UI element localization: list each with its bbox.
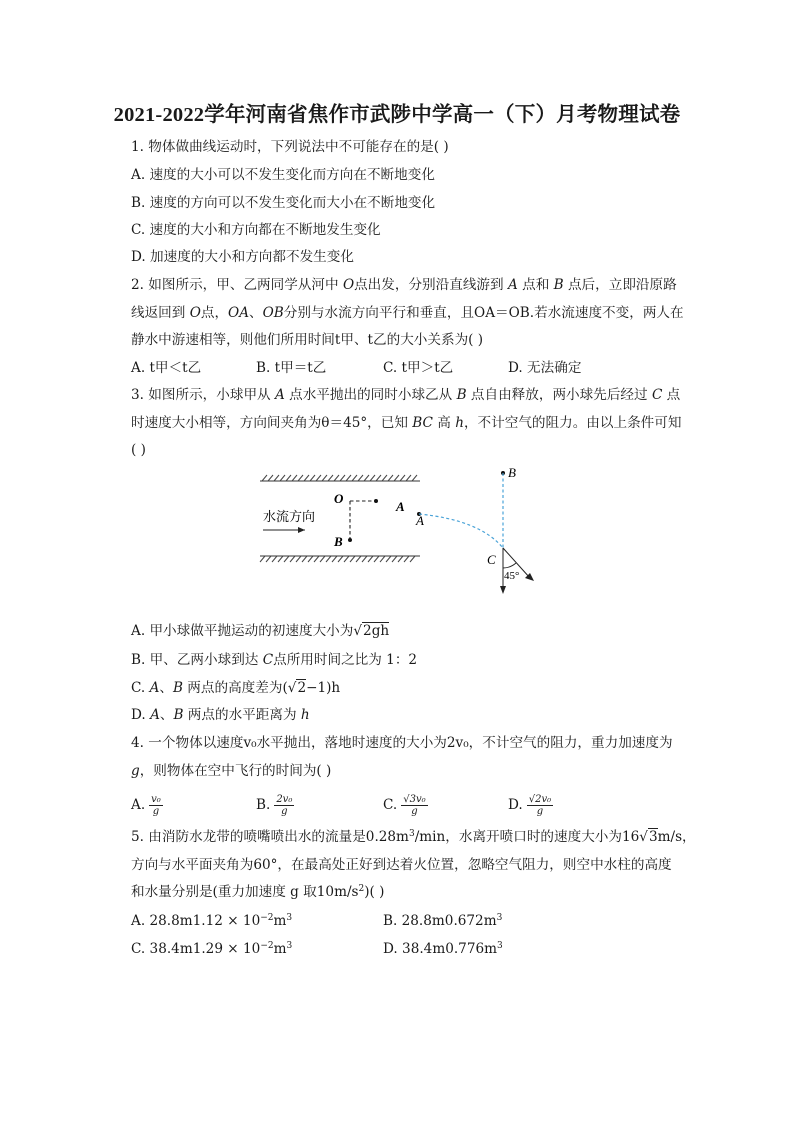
superscript: −2 xyxy=(260,913,274,923)
q2-option-d: D. 无法确定 xyxy=(508,360,582,376)
q3-stem-line3: ( ) xyxy=(131,442,146,458)
velocity-b-arrow-icon xyxy=(500,586,506,594)
projectile-path xyxy=(419,514,503,548)
superscript: 3 xyxy=(286,913,293,923)
q4-gravity-g: g xyxy=(131,763,140,779)
q4-option-letter: A. xyxy=(131,797,146,813)
q3-option-d xyxy=(131,706,310,724)
q1-stem: 1. 物体做曲线运动时，下列说法中不可能存在的是( ) xyxy=(131,139,449,155)
projectile-diagram xyxy=(410,462,550,600)
q5-option-text: B. 28.8m0.672m xyxy=(383,913,497,929)
q3-option-c-radicand: 2 xyxy=(297,680,307,696)
q3-text: 高 xyxy=(432,415,456,431)
q2-text: 线返回到 xyxy=(131,305,190,321)
label-a: A xyxy=(396,499,405,514)
q3-option-d-text: 两点的水平距离为 xyxy=(183,707,301,723)
q5-text: 和水量分别是(重力加速度 g 取10m/s xyxy=(131,884,359,900)
page-title: 2021-2022学年河南省焦作市武陟中学高一（下）月考物理试卷 xyxy=(113,104,681,126)
q5-option-text: A. 28.8m1.12 × 10 xyxy=(131,913,261,929)
q1-option-c: C. 速度的大小和方向都在不断地发生变化 xyxy=(131,222,381,238)
q4-option-letter: B. xyxy=(256,797,271,813)
q5-stem-line1 xyxy=(131,828,696,846)
q5-text: 5. 由消防水龙带的喷嘴喷出水的流量是0.28m xyxy=(131,829,409,845)
q5-stem-line3 xyxy=(131,883,384,901)
superscript: 3 xyxy=(497,941,503,951)
q3-option-d-text: D. xyxy=(131,707,151,723)
q2-segment-ob: OB xyxy=(262,305,284,321)
fraction-numerator: 2v₀ xyxy=(276,794,293,805)
q2-point-o: O xyxy=(189,305,201,321)
q1-option-a: A. 速度的大小可以不发生变化而方向在不断地变化 xyxy=(131,167,435,183)
q4-stem-line1: 4. 一个物体以速度v₀水平抛出，落地时速度的大小为2v₀，不计空气的阻力，重力加速度为 xyxy=(131,735,673,751)
q3-stem-line2 xyxy=(131,414,681,432)
q2-point-b: B xyxy=(553,277,564,293)
q5-option-text: m xyxy=(273,913,287,929)
flow-arrow-icon xyxy=(298,527,305,533)
fraction xyxy=(274,794,294,817)
q3-point-c: C xyxy=(262,652,274,668)
q3-point-b: B xyxy=(172,680,183,696)
q3-point-b: B xyxy=(173,707,184,723)
q4-option-d xyxy=(508,794,553,817)
superscript: 3 xyxy=(496,913,503,923)
fraction-numerator: √2v₀ xyxy=(528,794,552,805)
fraction-denominator: g xyxy=(536,806,544,817)
q3-point-a: A xyxy=(150,707,160,723)
q3-option-c-text: 两点的高度差为( xyxy=(182,680,288,696)
q5-text: m/s， xyxy=(657,829,696,845)
q3-height-h: h xyxy=(300,707,310,723)
q3-segment-bc: BC xyxy=(412,415,433,431)
label-c: C xyxy=(487,552,496,567)
q4-option-letter: C. xyxy=(383,797,398,813)
q5-option-text: D. 38.4m0.776m xyxy=(383,941,498,957)
fraction-denominator: g xyxy=(152,806,160,817)
q2-point-a: A xyxy=(507,277,518,293)
label-b: B xyxy=(334,534,343,549)
q5-radicand: 3 xyxy=(648,829,658,845)
label-angle: 45° xyxy=(504,570,520,582)
q3-text: 点 xyxy=(662,387,681,403)
q3-option-c-text: C. xyxy=(131,680,150,696)
q3-option-a-radicand: 2gh xyxy=(363,623,390,639)
q3-text: 3. 如图所示，小球甲从 xyxy=(131,387,275,403)
q2-segment-oa: OA xyxy=(228,305,250,321)
q3-text: 时速度大小相等，方向间夹角为θ＝45°，已知 xyxy=(131,415,413,431)
q3-stem-line1 xyxy=(131,386,680,404)
point-b-dot xyxy=(348,538,352,542)
q3-height-h: h xyxy=(455,415,464,431)
q2-text: 分别与水流方向平行和垂直，且OA＝OB.若水流速度不变，两人在 xyxy=(283,305,684,321)
q2-option-a: A. t甲＜t乙 xyxy=(131,360,202,376)
q4-option-b xyxy=(256,794,294,817)
q5-option-c xyxy=(131,940,292,958)
q5-text: /min，水离开喷口时的速度大小为16 xyxy=(414,829,640,845)
q2-text: 点， xyxy=(200,305,229,321)
q3-point-a: A xyxy=(149,680,160,696)
q3-text: 点水平抛出的同时小球乙从 xyxy=(284,387,457,403)
river-diagram xyxy=(255,470,425,570)
q5-option-b xyxy=(383,912,502,930)
q3-option-a xyxy=(131,622,389,640)
q2-stem-line2 xyxy=(131,304,684,322)
q2-text: 点和 xyxy=(517,277,554,293)
superscript: −2 xyxy=(260,941,274,951)
q1-option-b: B. 速度的方向可以不发生变化而大小在不断地变化 xyxy=(131,195,436,211)
q2-point-o: O xyxy=(342,277,355,293)
bank-hatch-bottom xyxy=(260,556,415,562)
q5-stem-line2: 方向与水平面夹角为60°，在最高处正好到达着火位置，忽略空气阻力，则空中水柱的高度 xyxy=(131,857,672,873)
q3-option-a-text: A. 甲小球做平抛运动的初速度大小为 xyxy=(131,623,354,639)
label-flow: 水流方向 xyxy=(263,509,316,524)
point-a-dot xyxy=(374,499,378,503)
q3-option-b-text: 点所用时间之比为 1：2 xyxy=(273,652,418,668)
q4-text: ，则物体在空中飞行的时间为( ) xyxy=(139,763,332,779)
superscript: 2 xyxy=(358,884,365,894)
q3-point-b: B xyxy=(456,387,467,403)
q5-option-text: C. 38.4m1.29 × 10 xyxy=(131,941,261,957)
superscript: 3 xyxy=(408,829,415,839)
label-o: O xyxy=(334,491,344,506)
q2-option-b: B. t甲＝t乙 xyxy=(256,360,327,376)
q2-stem-line1 xyxy=(131,276,677,294)
q2-text: 、 xyxy=(249,305,263,321)
q2-option-c: C. t甲＞t乙 xyxy=(383,360,454,376)
q5-option-text: m xyxy=(273,941,287,957)
q3-option-b xyxy=(131,651,417,669)
fraction-denominator: g xyxy=(281,806,288,817)
q5-option-a xyxy=(131,912,292,930)
sqrt-icon: √ xyxy=(287,680,297,696)
fraction-numerator: √3v₀ xyxy=(403,794,426,805)
sqrt-icon: √ xyxy=(639,829,648,845)
label-a: A xyxy=(416,513,424,528)
q4-option-c xyxy=(383,794,428,817)
q5-text: )( ) xyxy=(364,884,385,900)
q3-option-b-text: B. 甲、乙两小球到达 xyxy=(131,652,263,668)
q2-text: 点后，立即沿原路 xyxy=(563,277,677,293)
q3-point-c: C xyxy=(651,387,663,403)
sqrt-icon: √ xyxy=(353,623,363,639)
q1-option-d: D. 加速度的大小和方向都不发生变化 xyxy=(131,249,354,265)
fraction xyxy=(527,794,553,817)
superscript: 3 xyxy=(286,941,293,951)
fraction xyxy=(401,794,427,817)
q3-option-c-text: −1)h xyxy=(306,680,341,696)
q4-option-letter: D. xyxy=(508,797,523,813)
label-b: B xyxy=(508,465,516,480)
q3-option-d-text: 、 xyxy=(159,707,174,723)
q3-option-c xyxy=(131,679,340,697)
angle-arc xyxy=(503,563,516,568)
bank-hatch-top xyxy=(262,475,417,481)
q2-text: 点出发，分别沿直线游到 xyxy=(354,277,508,293)
q3-option-c-text: 、 xyxy=(159,680,173,696)
fraction-numerator: v₀ xyxy=(151,794,161,805)
q3-point-a: A xyxy=(274,387,285,403)
q4-stem-line2 xyxy=(131,762,331,780)
fraction-denominator: g xyxy=(411,806,418,817)
q3-text: ，不计空气的阻力。由以上条件可知 xyxy=(463,415,682,431)
q5-option-d xyxy=(383,940,503,958)
fraction xyxy=(149,794,163,817)
q2-stem-line3: 静水中游速相等，则他们所用时间t甲、t乙的大小关系为( ) xyxy=(131,332,484,348)
q4-option-a xyxy=(131,794,163,817)
q3-text: 点自由释放，两小球先后经过 xyxy=(466,387,652,403)
q2-text: 2. 如图所示，甲、乙两同学从河中 xyxy=(131,277,343,293)
